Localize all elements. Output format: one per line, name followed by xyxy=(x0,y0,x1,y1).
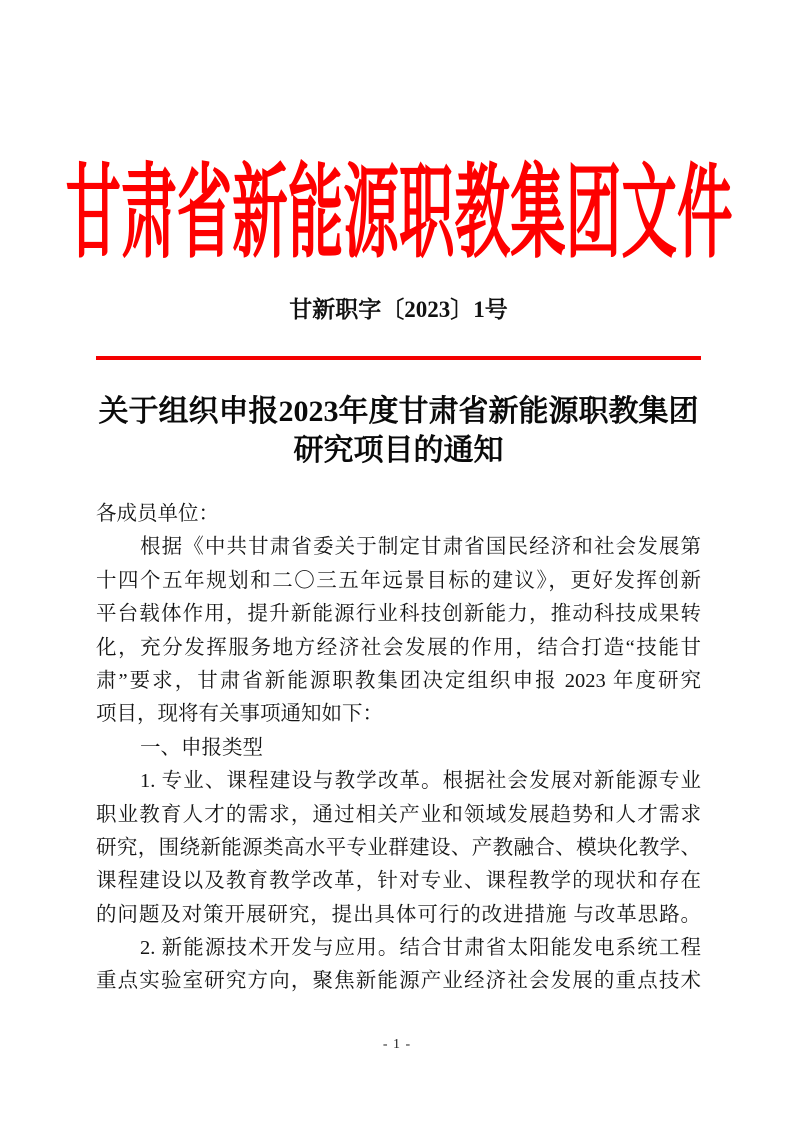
letterhead xyxy=(64,156,733,270)
body-line: 化，充分发挥服务地方经济社会发展的作用，结合打造“技能甘 xyxy=(96,636,701,659)
body-line: 研究，围绕新能源类高水平专业群建设、产教融合、模块化教学、 xyxy=(96,836,701,859)
body-line: 课程建设以及教育教学改革，针对专业、课程教学的现状和存在 xyxy=(96,870,701,893)
document-reference-number: 甘新职字〔2023〕1号 xyxy=(289,297,508,322)
body-line: 的问题及对策开展研究，提出具体可行的改进措施 与改革思路。 xyxy=(96,903,701,926)
body-line: 职业教育人才的需求，通过相关产业和领域发展趋势和人才需求 xyxy=(96,803,701,826)
body-line: 肃”要求，甘肃省新能源职教集团决定组织申报 2023 年度研究 xyxy=(96,669,701,692)
body-line: 2. 新能源技术开发与应用。结合甘肃省太阳能发电系统工程 xyxy=(140,937,701,960)
document-title-line-1: 关于组织申报2023年度甘肃省新能源职教集团 xyxy=(98,395,699,428)
body-line: 十四个五年规划和二〇三五年远景目标的建议》，更好发挥创新 xyxy=(96,569,701,592)
body-line: 平台载体作用，提升新能源行业科技创新能力，推动科技成果转 xyxy=(96,603,701,626)
document-content xyxy=(0,156,794,999)
body-line: 项目，现将有关事项通知如下： xyxy=(96,703,383,726)
page-number: - 1 - xyxy=(382,1037,412,1052)
body-line: 根据《中共甘肃省委关于制定甘肃省国民经济和社会发展第 xyxy=(140,536,701,559)
body-line: 重点实验室研究方向，聚焦新能源产业经济社会发展的重点技术 xyxy=(96,970,701,993)
body-line: 1. 专业、课程建设与教学改革。根据社会发展对新能源专业 xyxy=(140,770,701,793)
red-divider-rule xyxy=(96,356,701,360)
document-body xyxy=(96,498,701,999)
document-title-line-2: 研究项目的通知 xyxy=(293,434,504,467)
letterhead-title: 甘肃省新能源职教集团文件 xyxy=(64,156,733,270)
document-title xyxy=(96,392,701,470)
body-line-section-heading: 一、申报类型 xyxy=(140,736,263,759)
body-line-salutation: 各成员单位： xyxy=(96,503,219,525)
